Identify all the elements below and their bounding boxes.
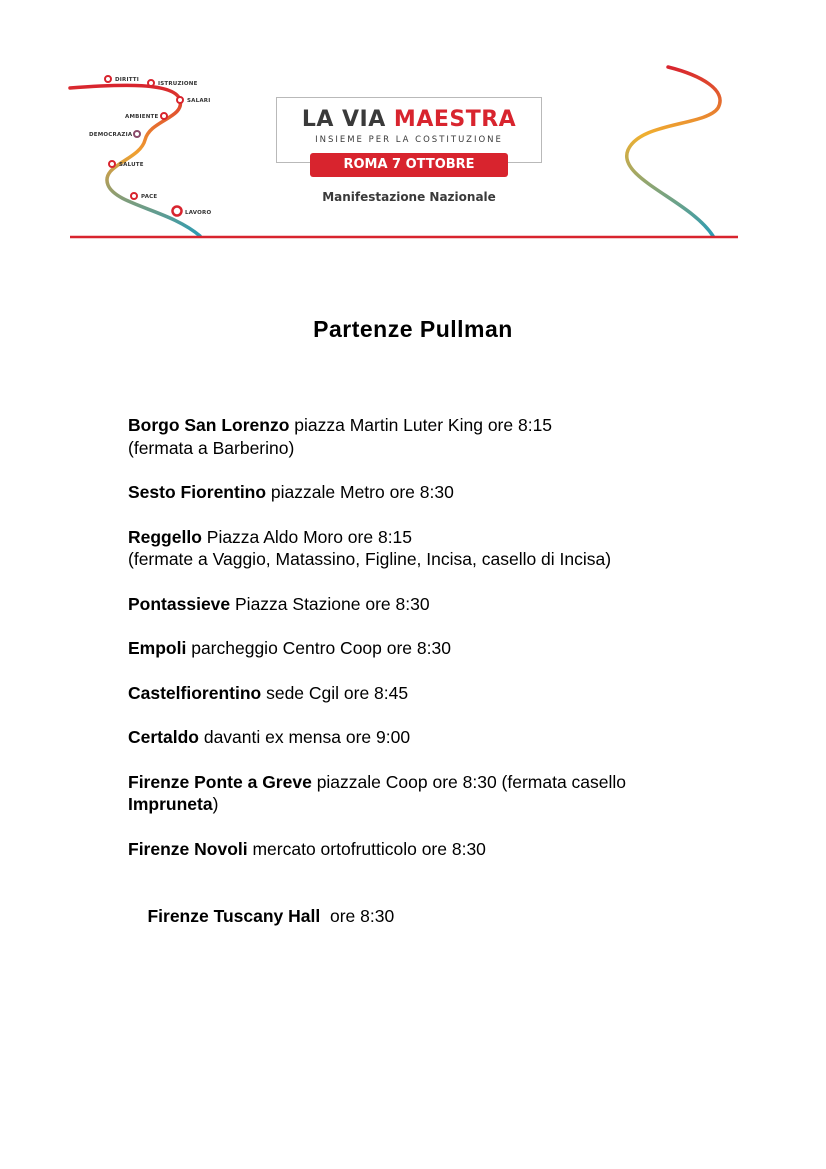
header-banner: [0, 0, 826, 260]
logo-title-part1: LA VIA: [301, 107, 394, 132]
departure-details: piazzale Metro ore 8:30: [266, 482, 454, 502]
departure-item: [128, 526, 748, 571]
departure-place: Firenze Ponte a Greve: [128, 771, 312, 792]
departure-details: Piazza Aldo Moro ore 8:15: [201, 526, 413, 547]
pin-icon-pace: [131, 193, 157, 200]
departure-place: Certaldo: [128, 727, 199, 747]
departure-item: [128, 682, 748, 705]
departure-details: parcheggio Centro Coop ore 8:30: [186, 638, 451, 658]
logo-subtitle: INSIEME PER LA COSTITUZIONE: [315, 135, 503, 145]
pin-icon-salute: [109, 161, 144, 168]
departure-item: [128, 593, 748, 616]
pin-label-diritti: DIRITTI: [115, 77, 139, 83]
departure-place: Firenze Tuscany Hall: [147, 905, 321, 926]
pin-icon-democrazia: [89, 131, 140, 138]
event-name: Manifestazione Nazionale: [322, 190, 496, 204]
departure-item: [128, 838, 748, 861]
departures-list: [128, 414, 748, 972]
departure-item: [128, 726, 748, 749]
pin-label-pace: PACE: [141, 194, 158, 200]
departure-item: [128, 882, 748, 950]
pin-label-lavoro: LAVORO: [185, 210, 212, 216]
departure-item: [128, 414, 748, 459]
departure-place: Sesto Fiorentino: [128, 482, 267, 502]
logo-title: [277, 108, 541, 132]
departure-details: davanti ex mensa ore 9:00: [198, 727, 411, 747]
logo-title-part2: MAESTRA: [393, 107, 517, 132]
pin-label-salute: SALUTE: [119, 162, 144, 168]
departure-details: Piazza Stazione ore 8:30: [230, 593, 430, 614]
departure-place: Pontassieve: [128, 593, 231, 614]
departure-details: mercato ortofrutticolo ore 8:30: [247, 838, 486, 859]
departure-place: Empoli: [128, 638, 187, 658]
pin-label-salari: SALARI: [187, 98, 211, 104]
departure-place: Borgo San Lorenzo: [128, 415, 290, 435]
departure-details: sede Cgil ore 8:45: [261, 682, 409, 703]
departure-details: piazzale Coop ore 8:30 (fermata casello: [311, 771, 627, 792]
departure-details: ore 8:30: [320, 905, 395, 926]
page-title: Partenze Pullman: [313, 316, 513, 342]
pin-icon-lavoro: [173, 207, 212, 217]
right-road: [627, 67, 720, 236]
pin-icon-ambiente: [125, 113, 167, 120]
departure-place: Reggello: [128, 526, 202, 547]
departure-note-tail: ): [212, 794, 219, 814]
departure-item: [128, 637, 748, 660]
pin-label-ambiente: AMBIENTE: [125, 114, 159, 120]
pin-icon-salari: [177, 97, 210, 104]
departure-details: piazza Martin Luter King ore 8:15: [289, 415, 553, 435]
pin-label-istruzione: ISTRUZIONE: [158, 81, 198, 87]
departure-item: [128, 481, 748, 504]
pin-label-democrazia: DEMOCRAZIA: [89, 132, 133, 138]
pin-icon-diritti: [105, 76, 139, 83]
departure-place: Firenze Novoli: [128, 838, 248, 859]
departure-note: (fermata a Barberino): [128, 437, 295, 458]
departure-note: (fermate a Vaggio, Matassino, Figline, Incisa, casello di Incisa): [128, 549, 612, 569]
event-date-badge: ROMA 7 OTTOBRE: [310, 153, 508, 177]
departure-note-bold: Impruneta: [128, 794, 213, 814]
departure-item: [128, 771, 748, 816]
departure-place: Castelfiorentino: [128, 682, 262, 703]
